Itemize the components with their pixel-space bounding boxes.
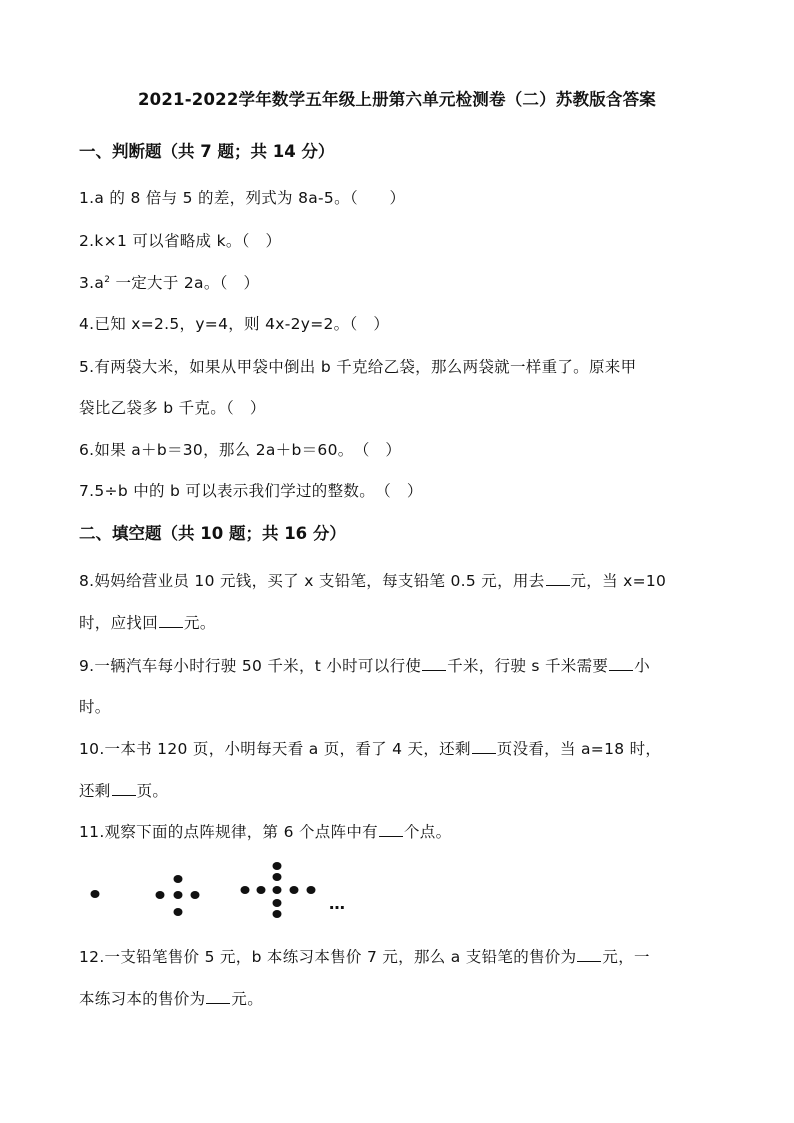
question-5-line-2: 袋比乙袋多 b 千克。（ ） xyxy=(79,399,266,417)
question-8-line-2 xyxy=(79,611,216,633)
q9-text-1: 9.一辆汽车每小时行驶 50 千米，t 小时可以行使 xyxy=(79,657,422,675)
question-6: 6.如果 a＋b＝30，那么 2a＋b＝60。 （ ） xyxy=(79,441,402,459)
section-1-heading: 一、判断题（共 7 题；共 14 分） xyxy=(79,142,335,161)
answer-blank[interactable] xyxy=(422,656,446,671)
dot xyxy=(273,873,282,881)
question-4: 4.已知 x=2.5，y=4，则 4x-2y=2。（ ） xyxy=(79,315,390,333)
answer-blank[interactable] xyxy=(546,571,570,586)
q3-part-b: 一定大于 2a。（ ） xyxy=(110,274,260,292)
document-title: 2021-2022学年数学五年级上册第六单元检测卷（二）苏教版含答案 xyxy=(138,90,656,109)
question-5-line-1: 5.有两袋大米，如果从甲袋中倒出 b 千克给乙袋，那么两袋就一样重了。原来甲 xyxy=(79,358,637,376)
question-8-line-1 xyxy=(79,569,666,591)
q12-text-4: 元。 xyxy=(231,990,264,1008)
question-3 xyxy=(79,271,259,293)
dot xyxy=(290,886,299,894)
answer-blank[interactable] xyxy=(159,613,183,628)
q12-text-2: 元，一 xyxy=(602,948,650,966)
q12-text-1: 12.一支铅笔售价 5 元，b 本练习本售价 7 元，那么 a 支铅笔的售价为 xyxy=(79,948,577,966)
q11-text-2: 个点。 xyxy=(403,823,452,841)
q8-text-3: 时，应找回 xyxy=(79,614,159,632)
q9-text-3: 小 xyxy=(634,657,651,675)
question-12-line-2 xyxy=(79,987,263,1009)
dot xyxy=(174,875,183,883)
dot xyxy=(174,908,183,916)
question-10-line-2 xyxy=(79,779,168,801)
answer-blank[interactable] xyxy=(577,947,601,962)
question-11 xyxy=(79,820,451,842)
answer-blank[interactable] xyxy=(206,989,230,1004)
q10-text-2: 页没看，当 a=18 时， xyxy=(496,740,662,758)
question-9-line-1 xyxy=(79,654,650,676)
answer-blank[interactable] xyxy=(609,656,633,671)
dot xyxy=(257,886,266,894)
section-2-heading: 二、填空题（共 10 题；共 16 分） xyxy=(79,524,346,543)
answer-blank[interactable] xyxy=(472,739,496,754)
dot xyxy=(307,886,316,894)
q8-text-4: 元。 xyxy=(184,614,216,632)
dot xyxy=(273,862,282,870)
q9-text-2: 千米，行驶 s 千米需要 xyxy=(447,657,609,675)
q8-text-1: 8.妈妈给营业员 10 元钱，买了 x 支铅笔，每支铅笔 0.5 元，用去 xyxy=(79,572,545,590)
q11-text-1: 11.观察下面的点阵规律，第 6 个点阵中有 xyxy=(79,823,378,841)
q12-text-3: 本练习本的售价为 xyxy=(79,990,206,1008)
dot xyxy=(191,891,200,899)
q3-superscript: 2 xyxy=(104,274,111,285)
question-9-line-2: 时。 xyxy=(79,698,111,716)
q10-text-1: 10.一本书 120 页，小明每天看 a 页，看了 4 天，还剩 xyxy=(79,740,471,758)
q10-text-4: 页。 xyxy=(136,782,169,800)
dot xyxy=(273,899,282,907)
dot xyxy=(156,891,165,899)
answer-blank[interactable] xyxy=(112,781,136,796)
question-10-line-1 xyxy=(79,737,661,759)
question-1: 1.a 的 8 倍与 5 的差，列式为 8a-5。（ ） xyxy=(79,189,406,207)
dot xyxy=(174,891,183,899)
dot xyxy=(273,886,282,894)
ellipsis: … xyxy=(329,894,345,913)
answer-blank[interactable] xyxy=(379,822,403,837)
dot xyxy=(91,890,100,898)
dot xyxy=(273,910,282,918)
question-2: 2.k×1 可以省略成 k。（ ） xyxy=(79,232,282,250)
question-7: 7.5÷b 中的 b 可以表示我们学过的整数。 （ ） xyxy=(79,482,423,500)
q3-part-a: 3.a xyxy=(79,274,105,292)
q10-text-3: 还剩 xyxy=(79,782,111,800)
q8-text-2: 元，当 x=10 xyxy=(570,572,667,590)
dot xyxy=(241,886,250,894)
question-12-line-1 xyxy=(79,945,650,967)
